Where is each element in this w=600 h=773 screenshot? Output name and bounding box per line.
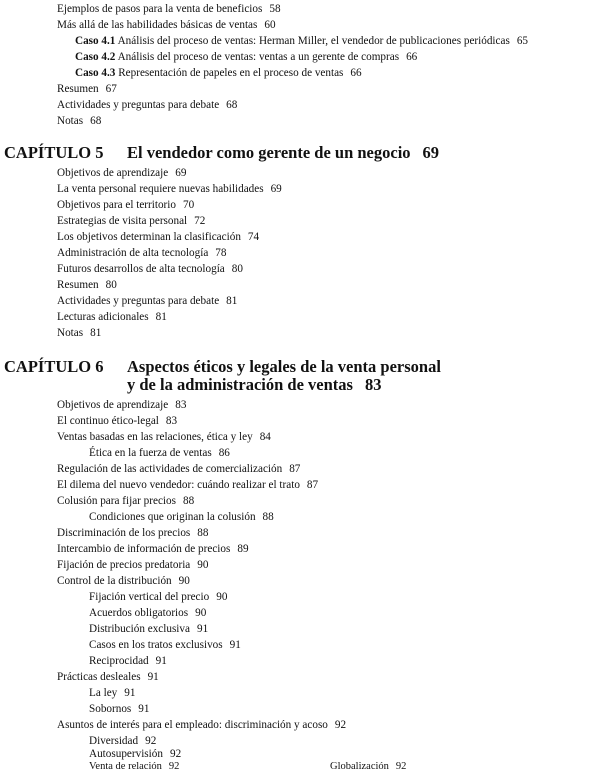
page-number: 83: [165, 415, 178, 427]
toc-subentry: [89, 591, 227, 604]
page-number: 90: [216, 591, 228, 603]
case-label: Caso 4.2: [75, 51, 116, 63]
toc-entry: [57, 263, 243, 276]
entry-text: La venta personal requiere nuevas habilidades: [57, 183, 264, 195]
entry-text: Asuntos de interés para el empleado: discriminación y acoso: [57, 719, 328, 731]
entry-text: Globalización: [330, 761, 389, 772]
toc-entry: [57, 415, 177, 428]
page-number: 92: [168, 761, 180, 772]
toc-entry: [57, 3, 281, 16]
page-number: 91: [229, 639, 241, 651]
entry-text: Actividades y preguntas para debate: [57, 295, 220, 307]
toc-entry: [57, 231, 259, 244]
toc-subentry: [89, 639, 241, 652]
entry-text: El continuo ético-legal: [57, 415, 159, 427]
page-number: 87: [306, 479, 319, 491]
chapter6-page-number: 83: [364, 375, 382, 394]
toc-subentry: [89, 655, 167, 668]
chapter5-page-number: 69: [422, 143, 440, 162]
entry-text: Ejemplos de pasos para la venta de beneficios: [57, 3, 263, 15]
page-number: 81: [155, 311, 167, 323]
page-number: 91: [196, 623, 209, 635]
page-number: 65: [516, 35, 529, 47]
entry-text: Control de la distribución: [57, 575, 172, 587]
toc-entry: [57, 543, 249, 556]
page-number: 91: [155, 655, 167, 667]
toc-entry: [57, 115, 101, 128]
toc-entry: [57, 575, 190, 588]
entry-text: Fijación vertical del precio: [89, 591, 210, 603]
chapter6-title-text: y de la administración de ventas: [127, 375, 353, 394]
page-number: 68: [90, 115, 102, 127]
toc-subentry: [89, 735, 156, 748]
entry-text: Sobornos: [89, 703, 132, 715]
page-number: 90: [197, 559, 209, 571]
toc-entry: [57, 463, 300, 476]
chapter6-label: CAPÍTULO 6: [4, 357, 104, 376]
entry-text: Distribución exclusiva: [89, 623, 190, 635]
entry-text: Notas: [57, 115, 84, 127]
page-number: 66: [406, 51, 418, 63]
toc-entry: [57, 279, 117, 292]
entry-text: Regulación de las actividades de comercialización: [57, 463, 283, 475]
chapter5-label: CAPÍTULO 5: [4, 143, 104, 162]
entry-text: Los objetivos determinan la clasificación: [57, 231, 241, 243]
entry-text: Objetivos de aprendizaje: [57, 399, 169, 411]
toc-entry: [57, 247, 226, 260]
toc-entry: [57, 311, 167, 324]
toc-subentry: [89, 761, 179, 773]
entry-text: Ética en la fuerza de ventas: [89, 447, 212, 459]
entry-text: Colusión para fijar precios: [57, 495, 176, 507]
chapter5-title-text: El vendedor como gerente de un negocio: [127, 143, 411, 162]
entry-text: Reciprocidad: [89, 655, 149, 667]
toc-entry: [57, 327, 101, 340]
page-number: 83: [175, 399, 187, 411]
page-number: 92: [169, 748, 182, 760]
toc-subentry: [89, 447, 230, 460]
page-number: 90: [178, 575, 190, 587]
toc-entry: [57, 671, 159, 684]
page-number: 69: [175, 167, 187, 179]
entry-text: Resumen: [57, 83, 99, 95]
entry-text: Representación de papeles en el proceso de ventas: [118, 67, 344, 79]
entry-text: Notas: [57, 327, 84, 339]
toc-subentry: [89, 623, 208, 636]
entry-text: Casos en los tratos exclusivos: [89, 639, 223, 651]
page-number: 70: [182, 199, 195, 211]
page-number: 92: [334, 719, 347, 731]
entry-text: Diversidad: [89, 735, 139, 747]
toc-entry: [57, 719, 346, 732]
entry-text: Objetivos para el territorio: [57, 199, 176, 211]
toc-entry: [57, 431, 271, 444]
toc-entry: [57, 479, 318, 492]
toc-entry: [57, 527, 208, 540]
toc-entry: [57, 83, 117, 96]
toc-entry: [57, 495, 194, 508]
toc-subentry: [89, 607, 206, 620]
entry-text: Resumen: [57, 279, 99, 291]
toc-subentry: [89, 748, 181, 761]
entry-text: Actividades y preguntas para debate: [57, 99, 220, 111]
entry-text: Autosupervisión: [89, 748, 163, 760]
page-number: 60: [264, 19, 276, 31]
toc-entry: [57, 199, 194, 212]
page-number: 58: [269, 3, 281, 15]
chapter5-title: [127, 143, 439, 162]
page-number: 92: [145, 735, 157, 747]
toc-entry: [57, 295, 237, 308]
page-number: 89: [237, 543, 249, 555]
case-entry: [75, 51, 417, 64]
entry-text: El dilema del nuevo vendedor: cuándo realizar el trato: [57, 479, 300, 491]
toc-entry: [57, 99, 237, 112]
page-number: 80: [105, 279, 117, 291]
page-number: 74: [247, 231, 260, 243]
entry-text: Acuerdos obligatorios: [89, 607, 189, 619]
page-number: 86: [218, 447, 230, 459]
chapter6-title-line1: Aspectos éticos y legales de la venta personal: [127, 357, 441, 376]
page-number: 91: [124, 687, 136, 699]
page-number: 67: [105, 83, 117, 95]
entry-text: Análisis del proceso de ventas: ventas a un gerente de compras: [117, 51, 400, 63]
page-number: 90: [195, 607, 207, 619]
entry-text: Venta de relación: [89, 761, 162, 772]
page-number: 91: [138, 703, 150, 715]
toc-subentry: [89, 703, 149, 716]
page-number: 68: [226, 99, 238, 111]
toc-entry: [57, 167, 186, 180]
page-number: 66: [350, 67, 362, 79]
case-label: Caso 4.1: [75, 35, 116, 47]
toc-subentry: [89, 511, 274, 524]
entry-text: Objetivos de aprendizaje: [57, 167, 169, 179]
entry-text: Más allá de las habilidades básicas de ventas: [57, 19, 258, 31]
case-label: Caso 4.3: [75, 67, 116, 79]
page-number: 88: [197, 527, 209, 539]
toc-entry: [57, 399, 186, 412]
page-number: 81: [226, 295, 238, 307]
entry-text: Prácticas desleales: [57, 671, 141, 683]
entry-text: Estrategias de visita personal: [57, 215, 188, 227]
toc-entry: [57, 215, 205, 228]
entry-text: Fijación de precios predatoria: [57, 559, 191, 571]
entry-text: Análisis del proceso de ventas: Herman Miller, el vendedor de publicaciones periódicas: [117, 35, 510, 47]
entry-text: Intercambio de información de precios: [57, 543, 231, 555]
toc-entry: [57, 183, 282, 196]
toc-subentry: [89, 687, 135, 700]
page-number: 80: [231, 263, 243, 275]
page-number: 88: [262, 511, 274, 523]
chapter6-title-line2: [127, 375, 381, 394]
entry-text: Administración de alta tecnología: [57, 247, 209, 259]
entry-text: Condiciones que originan la colusión: [89, 511, 256, 523]
page-number: 84: [259, 431, 271, 443]
page-number: 69: [270, 183, 282, 195]
page-number: 78: [215, 247, 227, 259]
page-number: 88: [183, 495, 195, 507]
entry-text: Ventas basadas en las relaciones, ética y ley: [57, 431, 253, 443]
entry-text: Discriminación de los precios: [57, 527, 191, 539]
toc-entry: [57, 559, 208, 572]
entry-text: Futuros desarrollos de alta tecnología: [57, 263, 225, 275]
case-entry: [75, 67, 362, 80]
page-number: 72: [194, 215, 206, 227]
entry-text: Lecturas adicionales: [57, 311, 149, 323]
page-number: 81: [90, 327, 102, 339]
page-number: 87: [289, 463, 301, 475]
toc-subentry: [330, 761, 406, 773]
page-number: 92: [395, 761, 407, 772]
entry-text: La ley: [89, 687, 118, 699]
page-number: 91: [147, 671, 159, 683]
case-entry: [75, 35, 528, 48]
toc-entry: [57, 19, 276, 32]
